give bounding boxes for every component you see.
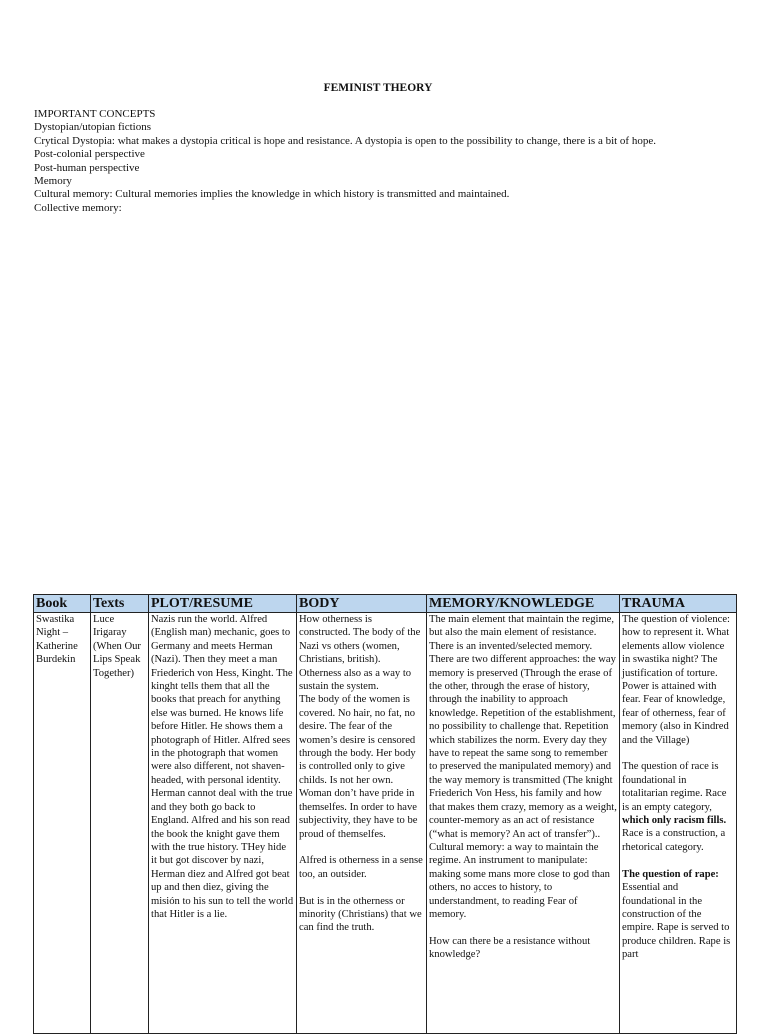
cell-body <box>297 613 427 1034</box>
paragraph-gap <box>299 881 424 894</box>
concept-line: Memory <box>34 175 72 188</box>
cell-plot: Nazis run the world. Alfred (English man) mechanic, goes to Germany and meets Herman (Nazi). Then they meet a man Friederich von Hess, Kinght. The kinght tells them that all the books that preach for anything else was burned. He knows life before Hitler. He shows them a photograph of Hitler. Alfred sees in the photograph that women were also different, not shaven-headed, with personal identity. Herman cannot deal with the true and they both go back to England. Alfred and his son read the book the knight gave them with the true history. THey hide it but got discover by nazi, Herman diez and Alfred got beat up and then diez, giving the misión to his sun to tell the world that Hitler is a lie. <box>149 613 297 1034</box>
paragraph-gap <box>429 921 617 934</box>
concept-line: Crytical Dystopia: what makes a dystopia critical is hope and resistance. A dystopia is open to the possibility to change, there is a bit of hope. <box>34 134 656 147</box>
concept-line: Collective memory: <box>34 201 122 214</box>
header-memory: MEMORY/KNOWLEDGE <box>427 595 620 613</box>
trauma-text: Race is a construction, a rhetorical category. <box>622 828 726 853</box>
trauma-text: Essential and foundational in the construction of the empire. Rape is served to produce children. Rape is part <box>622 882 731 961</box>
table-header-row <box>34 595 737 613</box>
body-paragraph: The body of the women is covered. No hair, no fat, no desire. The fear of the women’s desire is censored through the body. Her body is controlled only to give childs. Is not her own. Woman don’t have pride in themselfes. In order to have subjectivity, they have to be proud of themselfes. <box>299 694 418 840</box>
cell-book: Swastika Night – Katherine Burdekin <box>34 613 91 1034</box>
memory-paragraph: There is an invented/selected memory. There are two different approaches: the way memory is preserved (Through the erase of the other, through the erase of history, through the inability to approach knowledge. Repetition of the establishment, no possibility to challenge that. Repetition which stabilizes the norm. Every day they have to repeat the same song to remember to preserved the manipulated memory) and the way memory is transmitted (The knight Friederich Von Hess, his family and how that makes them crazy, memory as a weight, counter-memory as an act of resistance (“what is memory? An act of transfer”).. <box>429 640 617 840</box>
paragraph-gap <box>299 841 424 854</box>
table-row <box>34 613 737 1034</box>
concept-line: Post-human perspective <box>34 161 140 174</box>
header-body: BODY <box>297 595 427 613</box>
body-paragraph: But is in the otherness or minority (Christians) that we can find the truth. <box>299 895 422 934</box>
trauma-paragraph: The question of violence: how to represent it. What elements allow violence in swastika night? The justification of torture. Power is attained with fear. Fear of knowledge, fear of otherness, fear of memory (also in Kindred and the Village) <box>622 614 730 746</box>
header-book: Book <box>34 595 91 613</box>
memory-paragraph: How can there be a resistance without knowledge? <box>429 935 591 961</box>
cell-texts: Luce Irigaray (When Our Lips Speak Together) <box>91 613 149 1034</box>
paragraph-gap <box>622 854 734 867</box>
concept-line: Post-colonial perspective <box>34 148 145 161</box>
paragraph-gap <box>622 747 734 760</box>
header-plot: PLOT/RESUME <box>149 595 297 613</box>
memory-paragraph: The main element that maintain the regime, but also the main element of resistance. <box>429 614 615 639</box>
header-texts: Texts <box>91 595 149 613</box>
concept-line: Cultural memory: Cultural memories implies the knowledge in which history is transmitted and maintained. <box>34 188 510 201</box>
trauma-bold-text: which only racism fills. <box>622 815 727 827</box>
trauma-text: The question of race is foundational in totalitarian regime. Race is an empty category, <box>622 761 727 813</box>
cell-memory <box>427 613 620 1034</box>
trauma-paragraph <box>622 760 734 854</box>
trauma-bold-text: The question of rape: <box>622 868 719 880</box>
memory-paragraph: Cultural memory: a way to maintain the regime. An instrument to manipulate: making some mans more close to god than others, no acces to history, to understandment, to reading Fear of memory. <box>429 841 610 920</box>
concepts-heading: IMPORTANT CONCEPTS <box>34 108 156 120</box>
body-paragraph: Alfred is otherness in a sense too, an outsider. <box>299 855 423 880</box>
document-title: FEMINIST THEORY <box>323 82 433 94</box>
concepts-list <box>34 108 754 215</box>
header-trauma: TRAUMA <box>620 595 737 613</box>
analysis-table <box>33 594 737 1034</box>
body-paragraph: How otherness is constructed. The body of the Nazi vs others (women, Christians, british). Otherness also as a way to sustain the system. <box>299 614 421 693</box>
concept-line: Dystopian/utopian fictions <box>34 121 152 134</box>
trauma-paragraph <box>622 868 734 962</box>
cell-trauma <box>620 613 737 1034</box>
